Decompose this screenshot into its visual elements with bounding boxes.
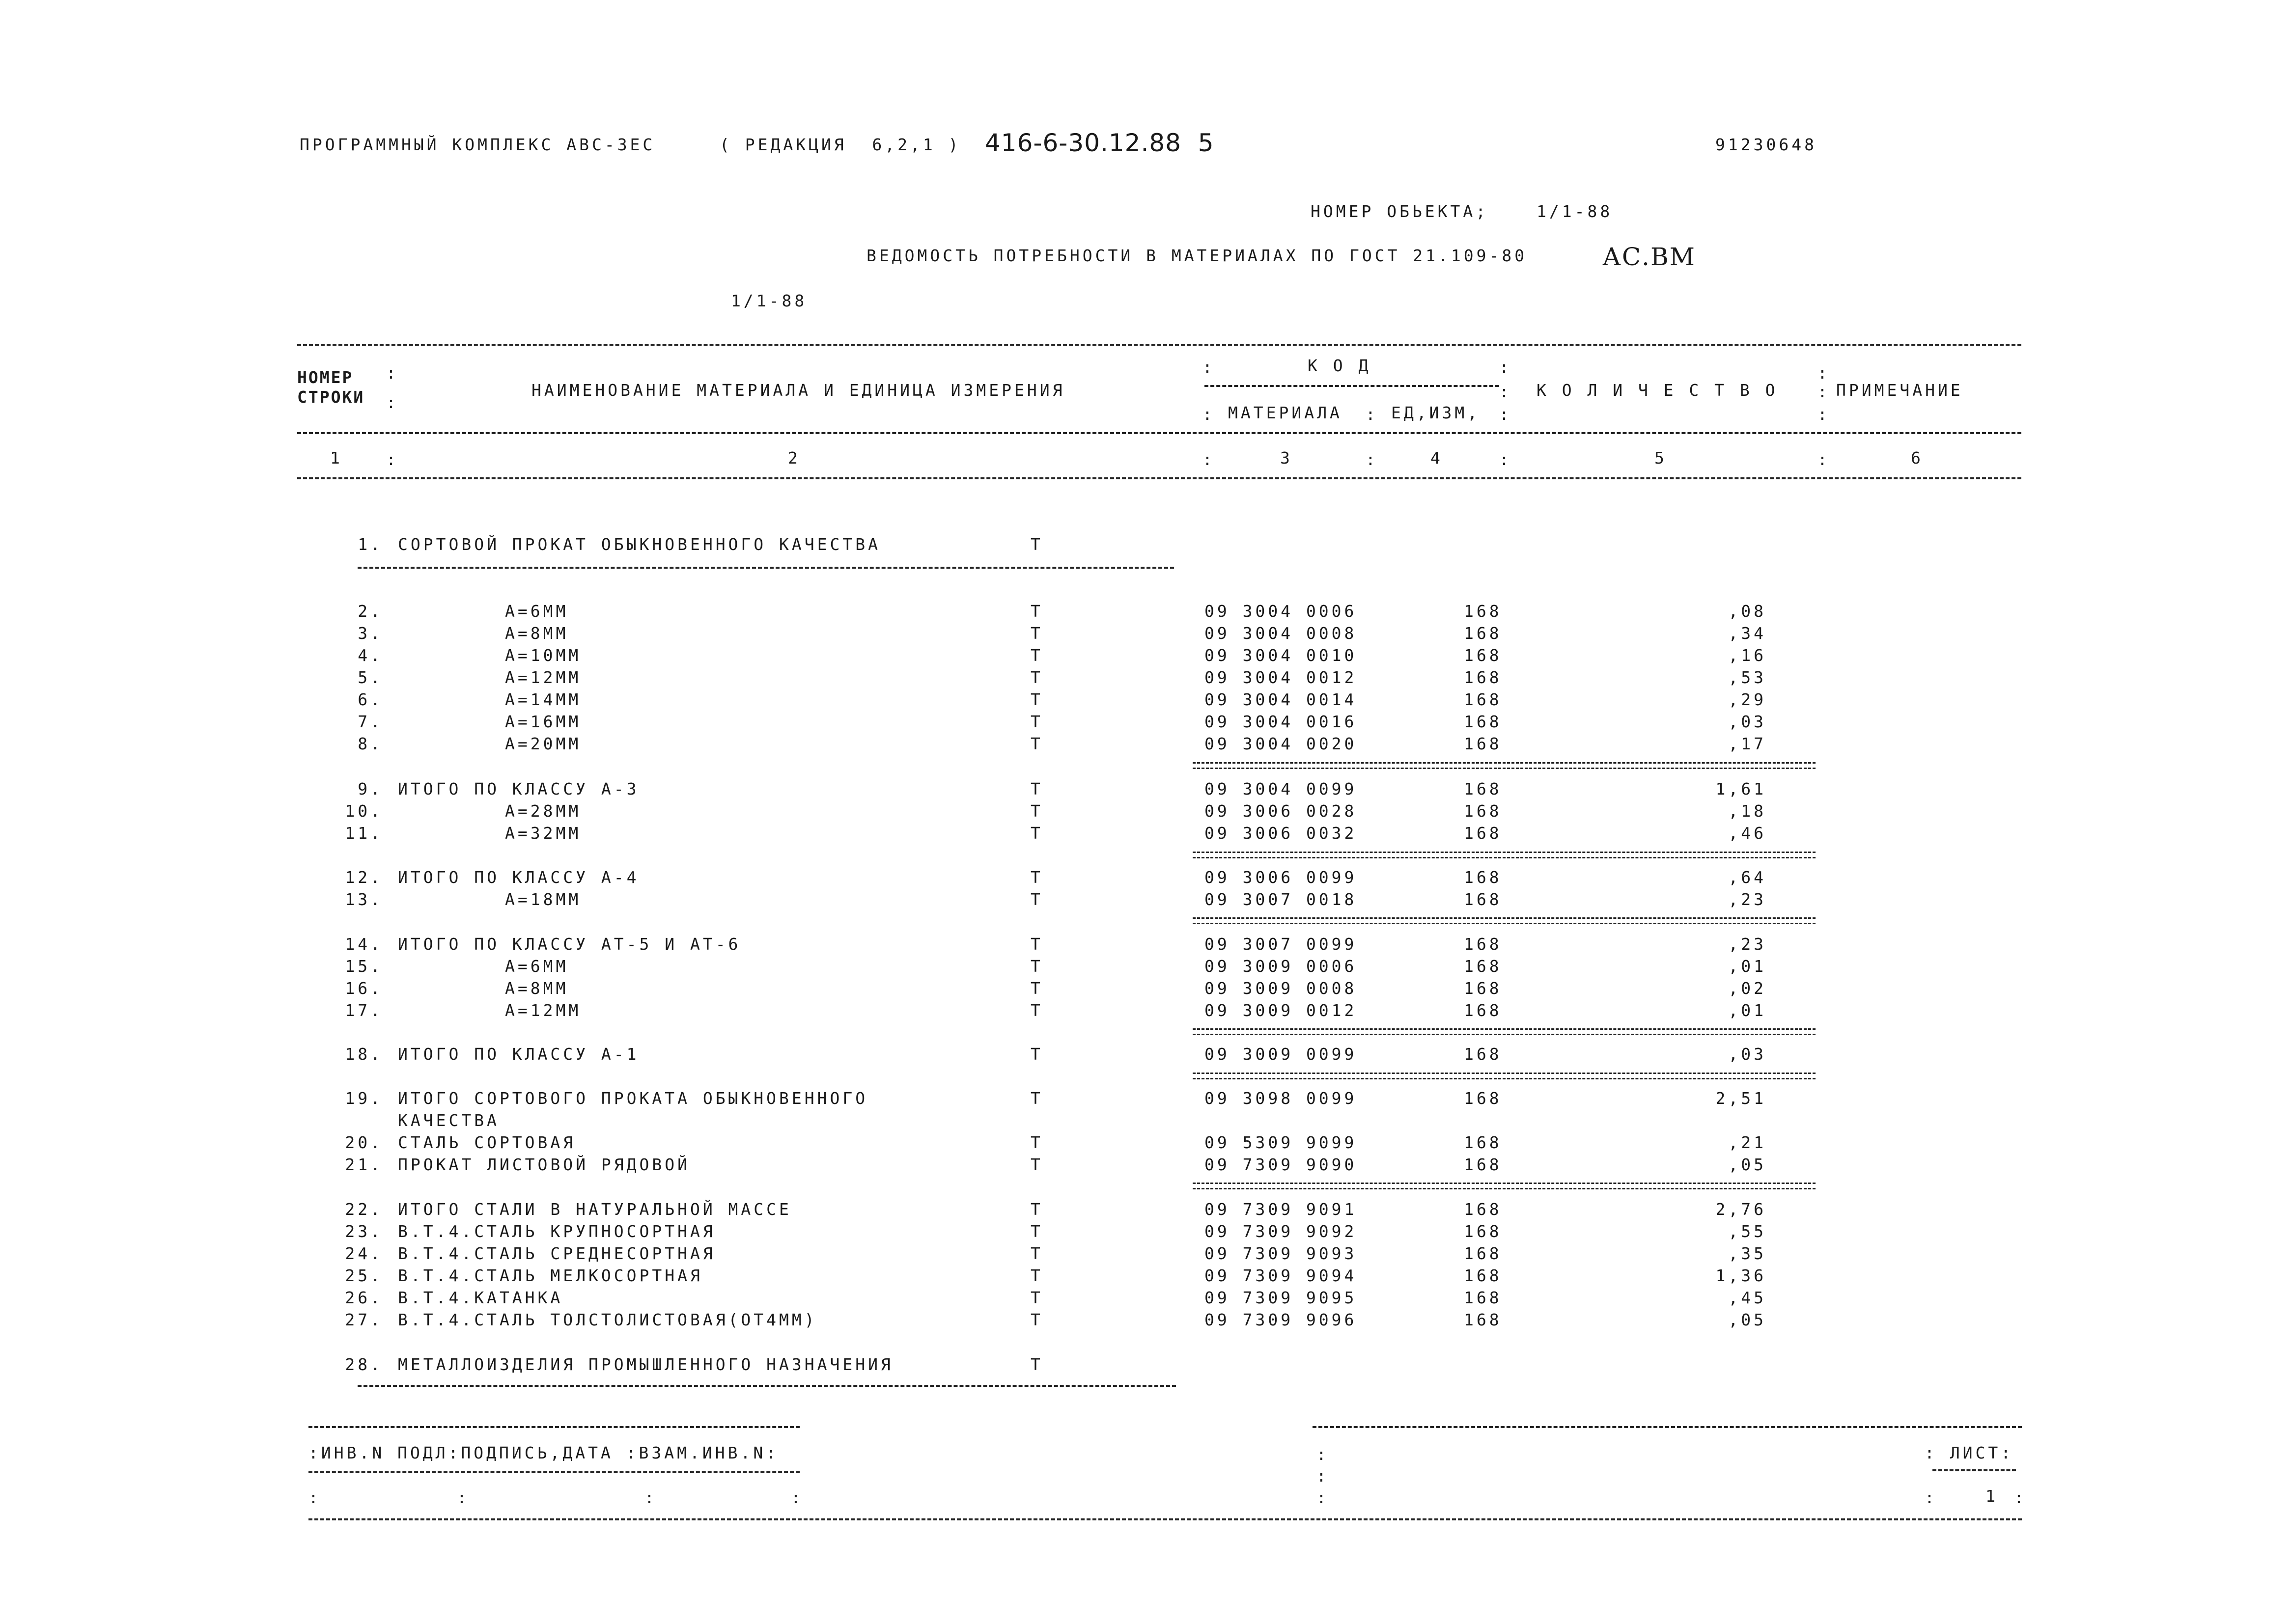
row-unit: Т: [1031, 602, 1043, 621]
row-unit-code: 168: [1464, 1288, 1502, 1307]
row-unit: Т: [1031, 1310, 1043, 1329]
row-name: А=8ММ: [505, 624, 569, 643]
row-name: А=18ММ: [505, 890, 582, 909]
row-name: В.Т.4.КАТАНКА: [398, 1288, 563, 1307]
table-row: [0, 1290, 2292, 1309]
subtotal-rule: [1193, 1073, 1816, 1079]
table-row: [0, 1090, 2292, 1110]
row-number: 13.: [345, 890, 383, 909]
table-row: [0, 736, 2292, 755]
document-id: 91230648: [1715, 135, 1817, 154]
row-name: В.Т.4.СТАЛЬ МЕЛКОСОРТНАЯ: [398, 1266, 703, 1285]
row-quantity: 1,36: [1715, 1266, 1766, 1285]
header-separator: :: [1499, 405, 1509, 424]
row-code: 09 3004 0099: [1204, 779, 1357, 798]
row-unit: Т: [1031, 801, 1043, 821]
row-unit-code: 168: [1464, 1222, 1502, 1241]
row-quantity: ,35: [1728, 1244, 1766, 1263]
table-row: [0, 1156, 2292, 1176]
table-row: [0, 1201, 2292, 1221]
table-row: [0, 603, 2292, 623]
table-top-rule: [297, 344, 2021, 346]
row-unit: Т: [1031, 1155, 1043, 1174]
program-edition: ( РЕДАКЦИЯ 6,2,1 ): [720, 135, 961, 154]
row-code: 09 7309 9095: [1204, 1288, 1357, 1307]
row-name: В.Т.4.СТАЛЬ КРУПНОСОРТНАЯ: [398, 1222, 716, 1241]
row-quantity: ,08: [1728, 602, 1766, 621]
row-quantity: ,03: [1728, 712, 1766, 731]
row-number: 23.: [345, 1222, 383, 1241]
row-name: А=10ММ: [505, 646, 582, 665]
row-unit: Т: [1031, 935, 1043, 954]
subtotal-rule: [1193, 917, 1816, 924]
row-quantity: ,29: [1728, 690, 1766, 709]
row-unit: Т: [1031, 712, 1043, 731]
row-unit: Т: [1031, 1222, 1043, 1241]
header-separator: :: [1366, 405, 1375, 424]
row-unit-code: 168: [1464, 890, 1502, 909]
row-name: ИТОГО ПО КЛАССУ А-3: [398, 779, 640, 798]
row-number: 12.: [345, 868, 383, 887]
row-name: ИТОГО СТАЛИ В НАТУРАЛЬНОЙ МАССЕ: [398, 1200, 792, 1219]
row-number: 27.: [345, 1310, 383, 1329]
row-unit: Т: [1031, 979, 1043, 998]
row-name: А=12ММ: [505, 1001, 582, 1020]
footer-separator: :: [1316, 1466, 1326, 1486]
row-unit: Т: [1031, 1045, 1043, 1064]
subtotal-rule: [1193, 762, 1816, 769]
document-title: ВЕДОМОСТЬ ПОТРЕБНОСТИ В МАТЕРИАЛАХ ПО ГОСТ 21.109-80: [866, 246, 1528, 265]
table-row: [0, 714, 2292, 733]
stamp-code: АС.ВМ: [1602, 243, 1696, 271]
subtotal-rule: [1193, 1028, 1816, 1035]
row-code: 09 3004 0020: [1204, 734, 1357, 753]
section-underline: [358, 567, 1174, 569]
row-name: ИТОГО ПО КЛАССУ А-4: [398, 868, 640, 887]
table-row: [0, 1223, 2292, 1243]
row-quantity: ,16: [1728, 646, 1766, 665]
row-unit-code: 168: [1464, 1133, 1502, 1152]
row-number: 3.: [358, 624, 383, 643]
row-unit-code: 168: [1464, 1045, 1502, 1064]
row-unit: Т: [1031, 1288, 1043, 1307]
column-index: 4: [1430, 448, 1443, 468]
table-row: [0, 1002, 2292, 1022]
row-number: 5.: [358, 668, 383, 687]
row-unit-code: 168: [1464, 935, 1502, 954]
row-quantity: ,05: [1728, 1155, 1766, 1174]
row-name: ПРОКАТ ЛИСТОВОЙ РЯДОВОЙ: [398, 1155, 690, 1174]
column-header-number-line2: СТРОКИ: [297, 387, 365, 407]
row-code: 09 3004 0010: [1204, 646, 1357, 665]
sheet-number: 1: [1985, 1486, 1998, 1506]
row-quantity: ,46: [1728, 824, 1766, 843]
footer-right-top-rule: [1313, 1426, 2022, 1428]
column-index: 1: [330, 448, 343, 468]
index-separator: :: [1366, 450, 1375, 469]
row-code: 09 3006 0099: [1204, 868, 1357, 887]
row-quantity: 1,61: [1715, 779, 1766, 798]
row-name: СТАЛЬ СОРТОВАЯ: [398, 1133, 576, 1152]
row-unit-code: 168: [1464, 602, 1502, 621]
row-quantity: ,05: [1728, 1310, 1766, 1329]
row-code: 09 3004 0006: [1204, 602, 1357, 621]
index-separator: :: [1202, 450, 1212, 469]
row-quantity: ,53: [1728, 668, 1766, 687]
row-quantity: ,34: [1728, 624, 1766, 643]
table-row-continuation: [0, 1112, 2292, 1132]
row-code: 09 3098 0099: [1204, 1089, 1357, 1108]
footer-separator: :: [1316, 1445, 1326, 1464]
column-header-material-code: МАТЕРИАЛА: [1228, 403, 1342, 422]
table-row: [0, 958, 2292, 978]
row-name: А=8ММ: [505, 979, 569, 998]
row-number: 28.: [345, 1355, 383, 1374]
column-index: 5: [1654, 448, 1667, 468]
row-name: ИТОГО СОРТОВОГО ПРОКАТА ОБЫКНОВЕННОГО: [398, 1089, 868, 1108]
row-code: 09 3009 0099: [1204, 1045, 1357, 1064]
sub-object-id: 1/1-88: [731, 291, 808, 310]
table-row: [0, 625, 2292, 645]
row-unit-code: 168: [1464, 1089, 1502, 1108]
row-code: 09 7309 9093: [1204, 1244, 1357, 1263]
row-number: 17.: [345, 1001, 383, 1020]
row-code: 09 3006 0028: [1204, 801, 1357, 821]
row-name: СОРТОВОЙ ПРОКАТ ОБЫКНОВЕННОГО КАЧЕСТВА: [398, 535, 881, 554]
table-row: [0, 869, 2292, 889]
object-number-value: 1/1-88: [1537, 202, 1613, 221]
row-unit: Т: [1031, 1001, 1043, 1020]
row-unit: Т: [1031, 646, 1043, 665]
footer-bottom-rule: [308, 1518, 2022, 1520]
row-number: 15.: [345, 957, 383, 976]
row-name: ИТОГО ПО КЛАССУ А-1: [398, 1045, 640, 1064]
row-number: 7.: [358, 712, 383, 731]
row-number: 10.: [345, 801, 383, 821]
object-number-label: НОМЕР ОБЬЕКТА;: [1311, 202, 1489, 221]
row-code: 09 3006 0032: [1204, 824, 1357, 843]
column-header-number-line1: НОМЕР: [297, 368, 354, 387]
row-number: 20.: [345, 1133, 383, 1152]
row-quantity: ,23: [1728, 890, 1766, 909]
row-number: 22.: [345, 1200, 383, 1219]
row-unit: Т: [1031, 1355, 1043, 1374]
header-bottom-rule: [297, 432, 2021, 434]
row-code: 09 3009 0012: [1204, 1001, 1357, 1020]
row-number: 6.: [358, 690, 383, 709]
row-code: 09 7309 9091: [1204, 1200, 1357, 1219]
column-header-note: ПРИМЕЧАНИЕ: [1836, 381, 1963, 400]
row-name: А=32ММ: [505, 824, 582, 843]
row-unit-code: 168: [1464, 668, 1502, 687]
row-code: 09 3004 0008: [1204, 624, 1357, 643]
row-name: МЕТАЛЛОИЗДЕЛИЯ ПРОМЫШЛЕННОГО НАЗНАЧЕНИЯ: [398, 1355, 894, 1374]
row-code: 09 3009 0006: [1204, 957, 1357, 976]
row-quantity: ,01: [1728, 957, 1766, 976]
row-number: 25.: [345, 1266, 383, 1285]
row-unit: Т: [1031, 957, 1043, 976]
row-unit: Т: [1031, 535, 1043, 554]
table-row: [0, 1134, 2292, 1154]
header-separator: :: [386, 363, 396, 383]
row-number: 2.: [358, 602, 383, 621]
footer-separator: :: [791, 1488, 801, 1507]
table-row: [0, 781, 2292, 800]
program-name: ПРОГРАММНЫЙ КОМПЛЕКС АВС-3ЕС: [300, 135, 656, 154]
row-code: 09 7309 9094: [1204, 1266, 1357, 1285]
row-unit-code: 168: [1464, 734, 1502, 753]
row-unit-code: 168: [1464, 1266, 1502, 1285]
column-header-quantity: К О Л И Ч Е С Т В О: [1537, 381, 1778, 400]
table-row: [0, 536, 2292, 556]
row-name: А=6ММ: [505, 957, 569, 976]
index-separator: :: [1817, 450, 1827, 469]
row-unit: Т: [1031, 1244, 1043, 1263]
row-unit-code: 168: [1464, 801, 1502, 821]
row-unit-code: 168: [1464, 1244, 1502, 1263]
row-number: 1.: [358, 535, 383, 554]
footer-separator: :: [2014, 1488, 2024, 1507]
row-number: 4.: [358, 646, 383, 665]
row-number: 14.: [345, 935, 383, 954]
row-unit: Т: [1031, 868, 1043, 887]
row-code: 09 3004 0016: [1204, 712, 1357, 731]
row-code: 09 5309 9099: [1204, 1133, 1357, 1152]
footer-separator: :: [308, 1488, 318, 1507]
row-code: 09 3004 0012: [1204, 668, 1357, 687]
row-unit: Т: [1031, 779, 1043, 798]
row-number: 16.: [345, 979, 383, 998]
row-unit-code: 168: [1464, 957, 1502, 976]
row-number: 8.: [358, 734, 383, 753]
row-unit-code: 168: [1464, 1001, 1502, 1020]
table-row: [0, 1046, 2292, 1066]
row-name: А=14ММ: [505, 690, 582, 709]
row-code: 09 3007 0018: [1204, 890, 1357, 909]
table-row: [0, 936, 2292, 956]
row-quantity: ,21: [1728, 1133, 1766, 1152]
row-quantity: ,55: [1728, 1222, 1766, 1241]
row-name: А=12ММ: [505, 668, 582, 687]
row-name: ИТОГО ПО КЛАССУ АТ-5 И АТ-6: [398, 935, 741, 954]
row-unit-code: 168: [1464, 646, 1502, 665]
column-index: 3: [1280, 448, 1293, 468]
row-quantity: ,01: [1728, 1001, 1766, 1020]
row-name: А=16ММ: [505, 712, 582, 731]
sheet-box-rule: [1932, 1469, 2016, 1471]
row-unit: Т: [1031, 690, 1043, 709]
column-index: 2: [788, 448, 801, 468]
row-unit: Т: [1031, 824, 1043, 843]
row-quantity: ,18: [1728, 801, 1766, 821]
row-code: 09 3007 0099: [1204, 935, 1357, 954]
column-header-unit-code: ЕД,ИЗМ,: [1391, 403, 1481, 422]
row-quantity: ,64: [1728, 868, 1766, 887]
footer-left-mid-rule: [308, 1471, 800, 1473]
row-number: 21.: [345, 1155, 383, 1174]
index-bottom-rule: [297, 477, 2021, 479]
table-row: [0, 647, 2292, 667]
row-unit-code: 168: [1464, 824, 1502, 843]
row-name: А=28ММ: [505, 801, 582, 821]
row-unit-code: 168: [1464, 624, 1502, 643]
row-unit-code: 168: [1464, 1310, 1502, 1329]
row-name: В.Т.4.СТАЛЬ ТОЛСТОЛИСТОВАЯ(ОТ4ММ): [398, 1310, 817, 1329]
table-row: [0, 803, 2292, 823]
row-code: 09 3009 0008: [1204, 979, 1357, 998]
row-code: 09 3004 0014: [1204, 690, 1357, 709]
header-separator: :: [1202, 358, 1212, 377]
row-number: 26.: [345, 1288, 383, 1307]
table-row: [0, 1245, 2292, 1265]
table-row: [0, 825, 2292, 845]
row-quantity: ,03: [1728, 1045, 1766, 1064]
row-code: 09 7309 9096: [1204, 1310, 1357, 1329]
row-unit-code: 168: [1464, 1155, 1502, 1174]
row-unit: Т: [1031, 1200, 1043, 1219]
row-quantity: 2,51: [1715, 1089, 1766, 1108]
header-separator: :: [1817, 405, 1827, 424]
header-separator: :: [386, 393, 396, 412]
row-quantity: ,23: [1728, 935, 1766, 954]
row-name: А=20ММ: [505, 734, 582, 753]
row-code: 09 7309 9090: [1204, 1155, 1357, 1174]
footer-separator: :: [1316, 1488, 1326, 1507]
row-unit: Т: [1031, 624, 1043, 643]
footer-stamp-labels: :ИНВ.N ПОДЛ:ПОДПИСЬ,ДАТА :ВЗАМ.ИНВ.N:: [308, 1443, 779, 1462]
row-unit-code: 168: [1464, 1200, 1502, 1219]
row-unit: Т: [1031, 668, 1043, 687]
index-separator: :: [1499, 450, 1509, 469]
row-quantity: 2,76: [1715, 1200, 1766, 1219]
row-name: КАЧЕСТВА: [398, 1111, 500, 1130]
table-row: [0, 980, 2292, 1000]
footer-left-top-rule: [308, 1426, 800, 1428]
table-row: [0, 1356, 2292, 1376]
header-separator: :: [1499, 358, 1509, 377]
row-unit: Т: [1031, 1089, 1043, 1108]
footer-separator: :: [644, 1488, 654, 1507]
subtotal-rule: [1193, 852, 1816, 858]
row-unit: Т: [1031, 890, 1043, 909]
column-header-name: НАИМЕНОВАНИЕ МАТЕРИАЛА И ЕДИНИЦА ИЗМЕРЕНИЯ: [531, 381, 1065, 400]
table-row: [0, 691, 2292, 711]
column-header-code: К О Д: [1308, 356, 1371, 375]
row-unit-code: 168: [1464, 979, 1502, 998]
row-quantity: ,45: [1728, 1288, 1766, 1307]
row-number: 11.: [345, 824, 383, 843]
column-index: 6: [1911, 448, 1924, 468]
table-row: [0, 1312, 2292, 1331]
row-number: 18.: [345, 1045, 383, 1064]
header-separator: :: [1817, 382, 1827, 401]
table-row: [0, 891, 2292, 911]
row-unit-code: 168: [1464, 690, 1502, 709]
header-separator: :: [1499, 382, 1509, 401]
row-unit: Т: [1031, 1266, 1043, 1285]
header-separator: :: [1817, 363, 1827, 383]
row-number: 24.: [345, 1244, 383, 1263]
row-number: 9.: [358, 779, 383, 798]
row-name: В.Т.4.СТАЛЬ СРЕДНЕСОРТНАЯ: [398, 1244, 716, 1263]
subtotal-rule: [1193, 1183, 1816, 1189]
row-name: А=6ММ: [505, 602, 569, 621]
section-underline: [358, 1385, 1176, 1387]
table-row: [0, 669, 2292, 689]
footer-separator: :: [1925, 1488, 1934, 1507]
row-unit: Т: [1031, 734, 1043, 753]
row-number: 19.: [345, 1089, 383, 1108]
index-separator: :: [386, 450, 396, 469]
code-header-split-rule: [1204, 385, 1499, 387]
row-quantity: ,02: [1728, 979, 1766, 998]
row-unit-code: 168: [1464, 712, 1502, 731]
row-unit: Т: [1031, 1133, 1043, 1152]
footer-separator: :: [457, 1488, 467, 1507]
row-unit-code: 168: [1464, 779, 1502, 798]
table-row: [0, 1267, 2292, 1287]
row-unit-code: 168: [1464, 868, 1502, 887]
row-quantity: ,17: [1728, 734, 1766, 753]
sheet-label: : ЛИСТ:: [1925, 1443, 2014, 1462]
header-separator: :: [1202, 405, 1212, 424]
handwritten-reference: 416-6-30.12.88 5: [985, 129, 1214, 157]
row-code: 09 7309 9092: [1204, 1222, 1357, 1241]
